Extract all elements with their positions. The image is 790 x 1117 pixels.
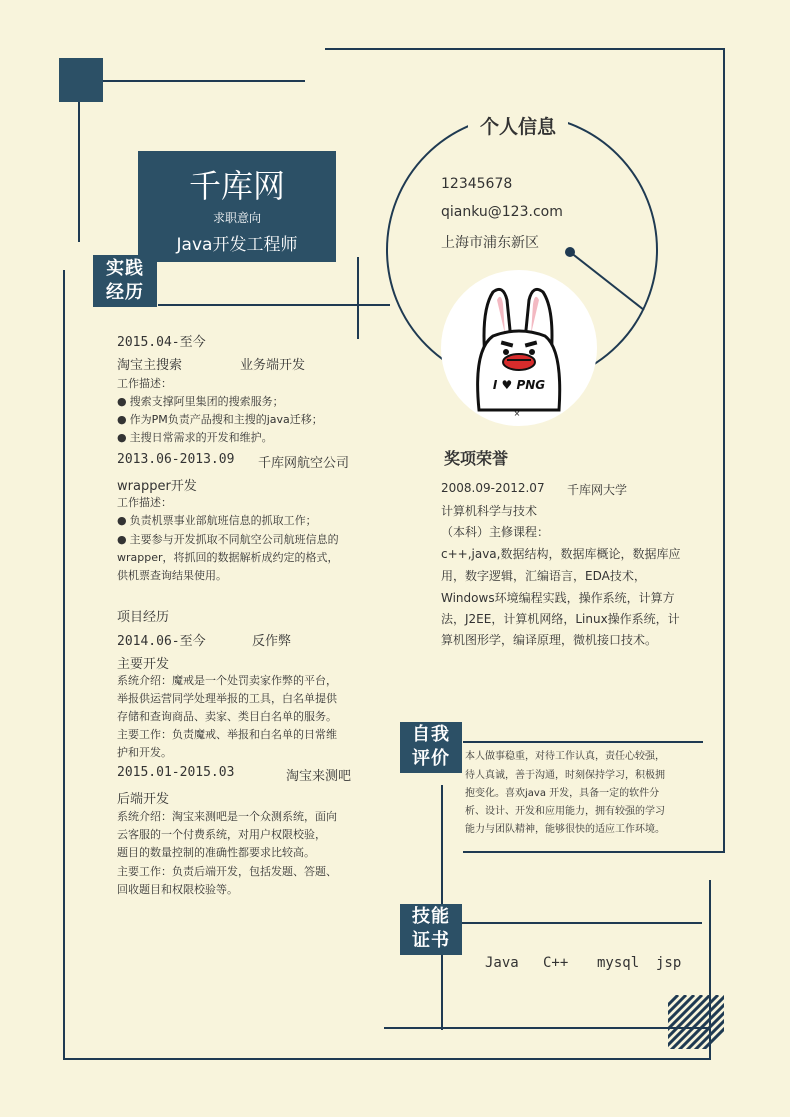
p1-name: 反作弊 bbox=[252, 634, 292, 649]
edu-school: 千库网大学 bbox=[567, 483, 628, 497]
skill-item: Java bbox=[485, 955, 519, 971]
job1-bullet: ● 作为PM负责产品搜和主搜的java迁移； bbox=[117, 410, 323, 429]
p2-period: 2015.01-2015.03 bbox=[117, 765, 235, 780]
cross-horizontal bbox=[158, 304, 390, 306]
edu-courses-line: Windows环境编程实践，操作系统，计算方 bbox=[441, 591, 675, 605]
self-eval-line: 能力与团队精神，能够很快的适应工作环境。 bbox=[465, 824, 665, 835]
frame-top-right-line bbox=[325, 48, 725, 50]
info-title: 个人信息 bbox=[479, 116, 556, 138]
intent-label: 求职意向 bbox=[212, 211, 261, 225]
corner-square bbox=[59, 58, 103, 102]
address: 上海市浦东新区 bbox=[441, 235, 539, 251]
p1-line: 存储和查询商品、卖家、类目白名单的服务。 bbox=[117, 710, 337, 723]
frame-right-line bbox=[723, 48, 725, 853]
job2-bullet: ● 负责机票事业部航班信息的抓取工作； bbox=[117, 511, 317, 530]
p1-line: 系统介绍：魔戒是一个处罚卖家作弊的平台， bbox=[117, 674, 337, 687]
edu-period: 2008.09-2012.07 bbox=[441, 481, 545, 495]
job2-line: 供机票查询结果使用。 bbox=[117, 569, 227, 582]
p2-role: 后端开发 bbox=[117, 792, 170, 807]
self-eval-line: 本人做事稳重，对待工作认真，责任心较强， bbox=[465, 751, 665, 762]
job1-role: 业务端开发 bbox=[240, 358, 306, 373]
name-heading: 千库网 bbox=[188, 167, 285, 205]
job2-line: wrapper，将抓回的数据解析成约定的格式， bbox=[117, 551, 339, 564]
p2-line: 主要工作：负责后端开发，包括发题、答题、 bbox=[117, 865, 337, 878]
edu-major: 计算机科学与技术 bbox=[441, 504, 538, 518]
p1-line: 护和开发。 bbox=[117, 746, 172, 759]
self-eval-line bbox=[463, 741, 703, 743]
edu-courses-line: 用，数字逻辑，汇编语言，EDA技术， bbox=[441, 569, 646, 583]
position-title: Java开发工程师 bbox=[176, 235, 298, 255]
email: qianku@123.com bbox=[441, 204, 563, 220]
self-eval-line: 抱变化。喜欢java 开发，具备一定的软件分 bbox=[465, 788, 660, 799]
job1-desc-label: 工作描述： bbox=[117, 377, 172, 390]
svg-text:×: × bbox=[513, 409, 521, 418]
skills-line bbox=[462, 922, 702, 924]
p1-line: 主要工作：负责魔戒、举报和白名单的日常维 bbox=[117, 728, 337, 741]
awards-title: 奖项荣誉 bbox=[444, 449, 509, 468]
p2-line: 系统介绍：淘宝来测吧是一个众测系统，面向 bbox=[117, 810, 337, 823]
bottom-line bbox=[63, 1058, 711, 1060]
p2-line: 回收题目和权限校验等。 bbox=[117, 883, 238, 896]
p1-line: 举报供运营同学处理举报的工具，白名单提供 bbox=[117, 692, 337, 705]
job1-period: 2015.04-至今 bbox=[117, 335, 206, 350]
projects-title: 项目经历 bbox=[117, 610, 170, 625]
job1-bullet: ● 搜索支撑阿里集团的搜索服务； bbox=[117, 392, 284, 411]
p2-name: 淘宝来测吧 bbox=[286, 769, 352, 784]
skill-item: C++ bbox=[543, 955, 569, 971]
bottom-inner-line bbox=[384, 1027, 709, 1029]
hatch-decoration bbox=[668, 995, 724, 1049]
left-outer-line bbox=[63, 270, 65, 1060]
job1-company: 淘宝主搜索 bbox=[117, 358, 183, 373]
p1-role: 主要开发 bbox=[117, 657, 170, 672]
skill-item: mysql bbox=[597, 955, 640, 971]
skill-item: jsp bbox=[656, 955, 682, 971]
top-left-line bbox=[103, 80, 305, 82]
practice-badge: 实践 经历 bbox=[93, 255, 157, 307]
self-eval-badge: 自我 评价 bbox=[400, 722, 462, 773]
skills-badge: 技能 证书 bbox=[400, 904, 462, 955]
edu-courses-line: 算机图形学，编译原理，微机接口技术。 bbox=[441, 633, 658, 647]
job2-desc-label: 工作描述： bbox=[117, 496, 172, 509]
left-vertical-line bbox=[78, 102, 80, 242]
edu-courses-label: （本科）主修课程： bbox=[441, 525, 550, 539]
job2-role: wrapper开发 bbox=[117, 479, 197, 494]
p2-line: 云客服的一个付费系统，对用户权限校验， bbox=[117, 828, 326, 841]
self-eval-line: 待人真诚，善于沟通，时刻保持学习，积极拥 bbox=[465, 770, 665, 781]
self-eval-line: 析、设计、开发和应用能力，拥有较强的学习 bbox=[465, 806, 665, 817]
job1-bullet: ● 主搜日常需求的开发和维护。 bbox=[117, 428, 273, 447]
bunny-icon bbox=[441, 270, 597, 426]
header-box bbox=[138, 151, 336, 262]
frame-right-short-line bbox=[463, 851, 725, 853]
edu-courses-line: c++,java,数据结构，数据库概论，数据库应 bbox=[441, 547, 681, 561]
edu-courses-line: 法，J2EE，计算机网络，Linux操作系统，计 bbox=[441, 612, 680, 626]
cross-vertical bbox=[357, 257, 359, 339]
job2-bullet: ● 主要参与开发抓取不同航空公司航班信息的 bbox=[117, 530, 339, 549]
job2-period: 2013.06-2013.09 bbox=[117, 452, 235, 467]
p2-line: 题目的数量控制的准确性都要求比较高。 bbox=[117, 846, 315, 859]
phone: 12345678 bbox=[441, 176, 513, 192]
avatar bbox=[441, 270, 597, 426]
job2-company: 千库网航空公司 bbox=[258, 456, 350, 471]
p1-period: 2014.06-至今 bbox=[117, 634, 206, 649]
avatar-caption: I ♥ PNG bbox=[492, 378, 546, 392]
